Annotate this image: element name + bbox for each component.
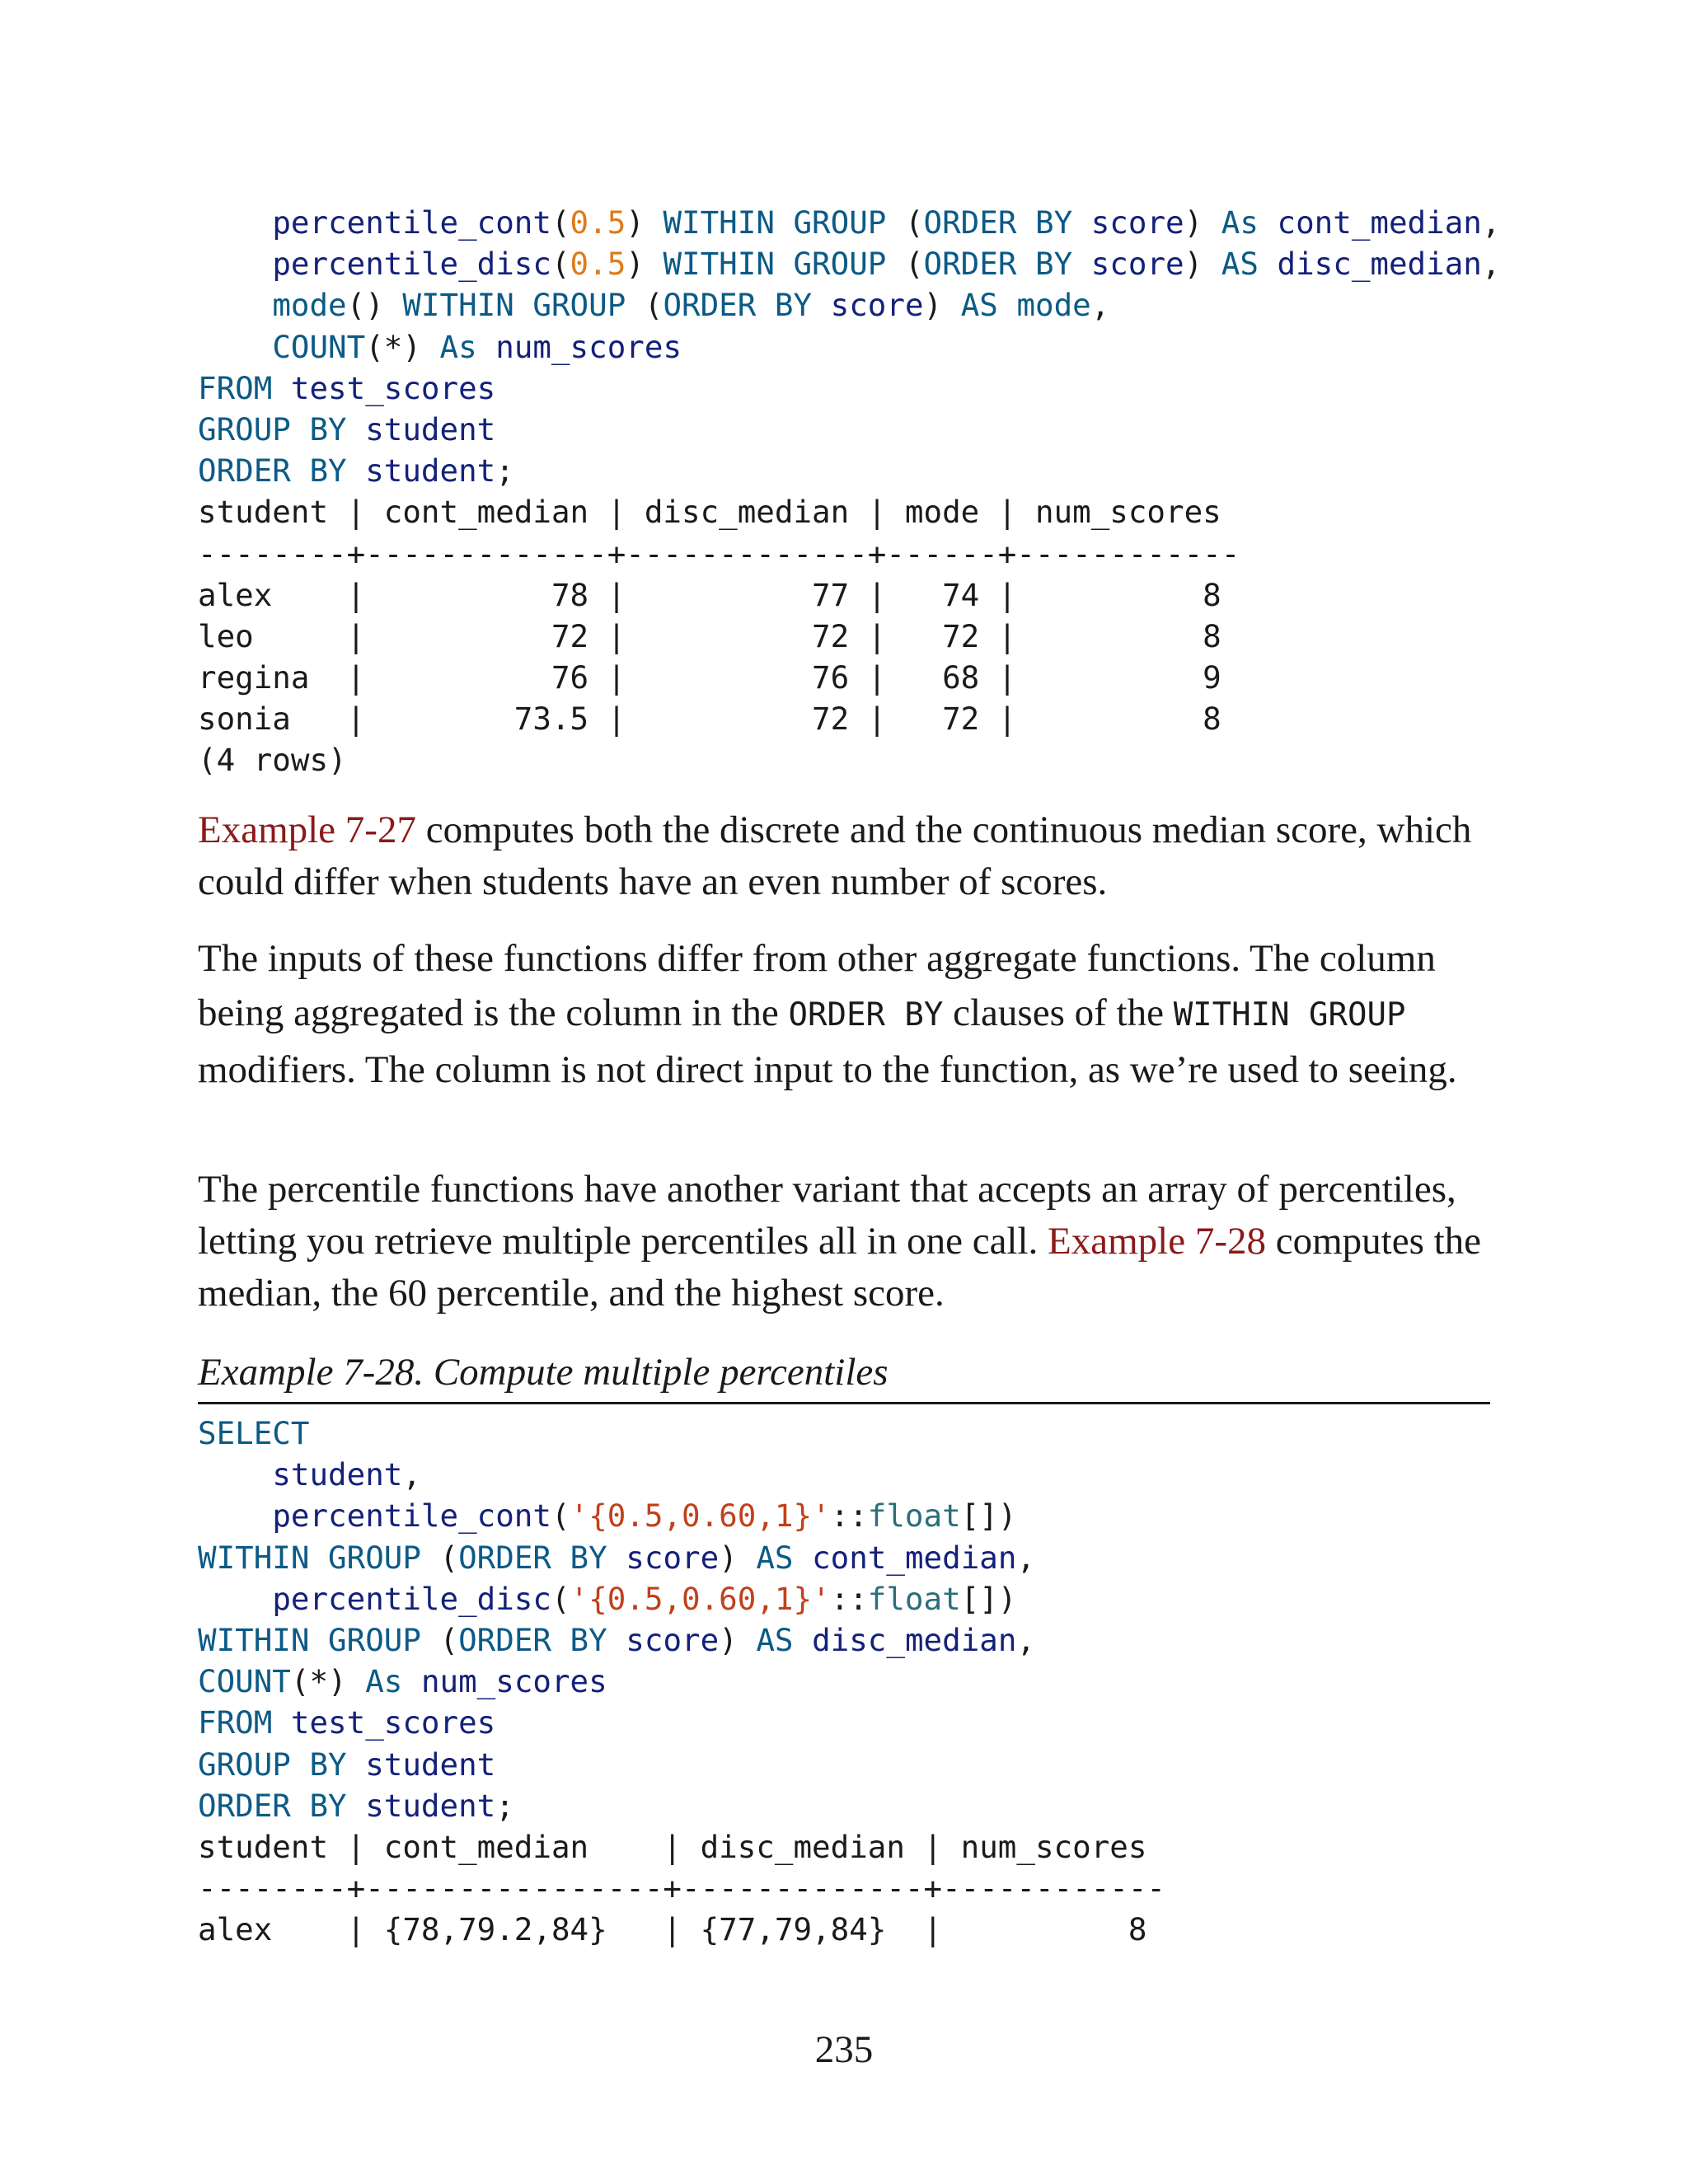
code-line	[198, 1661, 1165, 1702]
page-number: 235	[814, 2028, 874, 2071]
code-token: ;	[495, 452, 514, 490]
code-line	[198, 1702, 1165, 1743]
code-token: AS	[960, 287, 998, 324]
code-token: WITHIN GROUP	[663, 246, 887, 283]
code-line	[198, 1537, 1165, 1578]
code-token: test_scores	[290, 1704, 496, 1741]
code-token: ,	[1481, 246, 1501, 283]
code-token: float	[867, 1580, 961, 1617]
code-token: As	[1221, 204, 1259, 241]
code-token: '{0.5,0.60,1}'	[570, 1497, 831, 1535]
code-token: )	[923, 287, 961, 324]
code-token: WITHIN GROUP	[198, 1621, 421, 1658]
code-token: ORDER BY	[663, 287, 813, 324]
code-token: ::	[830, 1580, 868, 1617]
code-token: ,	[1016, 1539, 1036, 1576]
code-token: leo | 72 | 72 | 72 | 8	[198, 617, 1221, 654]
code-token: )	[719, 1539, 757, 1576]
code-line	[198, 574, 1500, 616]
code-token: num_scores	[495, 328, 682, 365]
code-token: FROM	[198, 1704, 273, 1741]
code-token: score	[626, 1621, 720, 1658]
code-token: student	[365, 452, 496, 490]
code-token: score	[1090, 204, 1184, 241]
code-token: )	[626, 204, 663, 241]
code-token: FROM	[198, 369, 273, 406]
code-token: --------+----------------+-------------+------------	[198, 1870, 1165, 1907]
code-token	[347, 452, 366, 489]
code-line	[198, 1826, 1165, 1868]
code-token: (	[886, 204, 924, 241]
code-token: student	[365, 1746, 496, 1783]
code-token: COUNT	[272, 328, 366, 365]
code-token: score	[626, 1539, 720, 1576]
code-token: GROUP BY	[198, 1746, 347, 1783]
code-block-2	[198, 1413, 1165, 1950]
paragraph-text-b: clauses of the	[943, 991, 1174, 1034]
code-line	[198, 1909, 1165, 1950]
code-token: --------+-------------+-------------+------+------------	[198, 535, 1240, 572]
code-line	[198, 243, 1500, 284]
code-token: student	[272, 1456, 403, 1493]
code-token: mode	[272, 287, 347, 324]
code-token	[198, 246, 272, 282]
code-token: cont_median	[1277, 204, 1482, 241]
code-token	[402, 1663, 421, 1699]
code-line	[198, 1785, 1165, 1826]
paragraph-text-a: The percentile functions have another variant that accepts an array of percentiles, letting you retrieve multiple percentiles all in one call.	[198, 1168, 1456, 1263]
code-token	[998, 287, 1017, 323]
code-token: mode	[1016, 287, 1091, 324]
code-token: ORDER BY	[923, 246, 1073, 283]
code-token: percentile_disc	[272, 1580, 551, 1617]
code-token: )	[1184, 246, 1221, 283]
code-line	[198, 409, 1500, 450]
code-token: [])	[960, 1497, 1017, 1535]
code-token: (	[626, 287, 663, 324]
paragraph-inputs	[198, 931, 1500, 1097]
inline-code-order-by: ORDER BY	[788, 996, 944, 1033]
code-line	[198, 1868, 1165, 1909]
code-token: ,	[1016, 1621, 1036, 1658]
code-token	[347, 1788, 366, 1824]
code-token: (4 rows)	[198, 742, 347, 779]
inline-code-within-group: WITHIN GROUP	[1173, 996, 1406, 1033]
code-token: alex | 78 | 77 | 74 | 8	[198, 576, 1221, 613]
code-token: (	[420, 1539, 459, 1576]
code-token: 0.5	[570, 246, 626, 283]
code-line	[198, 1495, 1165, 1536]
code-token	[272, 1704, 291, 1741]
code-block-1	[198, 202, 1500, 781]
code-token: SELECT	[198, 1415, 310, 1451]
code-token: ,	[1090, 287, 1110, 324]
code-token: WITHIN GROUP	[198, 1539, 421, 1576]
code-token	[198, 329, 272, 365]
code-token: (	[551, 246, 570, 283]
code-token: As	[439, 328, 477, 365]
code-token: float	[867, 1497, 961, 1535]
code-line	[198, 698, 1500, 739]
code-token: AS	[756, 1539, 794, 1576]
code-token: )	[719, 1621, 757, 1658]
code-token: ORDER BY	[198, 1787, 347, 1824]
code-token: COUNT	[198, 1663, 291, 1700]
code-token	[1072, 204, 1091, 241]
code-token	[198, 1581, 272, 1617]
code-token: ::	[830, 1497, 868, 1535]
code-token: sonia | 73.5 | 72 | 72 | 8	[198, 701, 1221, 738]
code-token	[812, 287, 831, 323]
code-line	[198, 739, 1500, 780]
code-token: (*)	[365, 328, 440, 365]
code-token: 0.5	[570, 204, 626, 241]
code-line	[198, 1619, 1165, 1661]
code-token	[477, 329, 496, 365]
code-line	[198, 326, 1500, 368]
code-token: test_scores	[290, 369, 496, 406]
code-token	[794, 1540, 813, 1576]
code-token: (*)	[290, 1663, 366, 1700]
paragraph-text-c: modifiers. The column is not direct input to the function, as we’re used to seeing.	[198, 1048, 1457, 1091]
code-token: student	[365, 1787, 496, 1824]
code-token: cont_median	[812, 1539, 1017, 1576]
code-token	[607, 1622, 626, 1658]
code-token: )	[626, 246, 663, 283]
code-token: )	[1184, 204, 1221, 241]
code-token: student | cont_median | disc_median | num_scores	[198, 1828, 1147, 1865]
code-token: WITHIN GROUP	[402, 287, 626, 324]
code-line	[198, 368, 1500, 409]
code-token: '{0.5,0.60,1}'	[570, 1580, 831, 1617]
xref-example-7-27[interactable]: Example 7-27	[198, 808, 416, 851]
code-token	[347, 411, 366, 448]
code-token: AS	[756, 1621, 794, 1658]
code-token: disc_median	[812, 1621, 1017, 1658]
paragraph-example-7-27	[198, 804, 1500, 908]
code-token: [])	[960, 1580, 1017, 1617]
xref-example-7-28[interactable]: Example 7-28	[1048, 1220, 1266, 1263]
code-token: ORDER BY	[198, 452, 347, 490]
example-caption: Example 7-28. Compute multiple percentiles	[198, 1347, 1490, 1404]
code-token: percentile_cont	[272, 204, 551, 241]
code-token: WITHIN GROUP	[663, 204, 887, 241]
code-line	[198, 284, 1500, 326]
code-token	[1259, 204, 1278, 241]
code-token: regina | 76 | 76 | 68 | 9	[198, 659, 1221, 696]
code-token: (	[420, 1621, 459, 1658]
code-line	[198, 657, 1500, 698]
code-token: ,	[402, 1456, 421, 1493]
code-token	[607, 1540, 626, 1576]
code-token: student	[365, 410, 496, 448]
code-token: percentile_disc	[272, 246, 551, 283]
code-token	[347, 1746, 366, 1783]
code-token: ORDER BY	[458, 1539, 607, 1576]
code-token	[198, 204, 272, 241]
code-token: student | cont_median | disc_median | mode | num_scores	[198, 494, 1221, 531]
code-token: ;	[495, 1787, 514, 1824]
paragraph-percentile-variant	[198, 1164, 1500, 1319]
paragraph-text: computes both the discrete and the continuous median score, which could differ when students have an even number of scores.	[198, 808, 1472, 903]
code-token: As	[365, 1663, 403, 1700]
code-token: (	[551, 1497, 570, 1535]
code-token: num_scores	[420, 1663, 607, 1700]
code-line	[198, 202, 1500, 243]
code-token: alex | {78,79.2,84} | {77,79,84} | 8	[198, 1911, 1147, 1948]
code-token	[272, 370, 291, 406]
code-token: disc_median	[1277, 246, 1482, 283]
code-line	[198, 533, 1500, 574]
code-token: ,	[1481, 204, 1501, 241]
code-token	[794, 1622, 813, 1658]
code-line	[198, 616, 1500, 657]
code-token: (	[551, 1580, 570, 1617]
code-token: AS	[1221, 246, 1259, 283]
code-line	[198, 1454, 1165, 1495]
code-token	[1259, 246, 1278, 282]
paragraph-text-a: The inputs of these functions differ from other aggregate functions. The column being aggregated is the column in the	[198, 937, 1436, 1034]
code-token: ORDER BY	[458, 1621, 607, 1658]
code-line	[198, 1578, 1165, 1619]
code-token: (	[886, 246, 924, 283]
code-token: (	[551, 204, 570, 241]
code-line	[198, 1413, 1165, 1454]
code-token: score	[830, 287, 924, 324]
paragraph-text-b: computes the median, the 60 percentile, and the highest score.	[198, 1220, 1482, 1315]
code-token	[1072, 246, 1091, 282]
code-token: ()	[346, 287, 403, 324]
code-token	[198, 1456, 272, 1493]
code-token: percentile_cont	[272, 1497, 551, 1535]
code-token: ORDER BY	[923, 204, 1073, 241]
code-line	[198, 450, 1500, 491]
code-token: GROUP BY	[198, 410, 347, 448]
code-token	[198, 287, 272, 323]
code-line	[198, 1744, 1165, 1785]
code-token	[198, 1497, 272, 1534]
code-token: score	[1090, 246, 1184, 283]
code-line	[198, 491, 1500, 532]
